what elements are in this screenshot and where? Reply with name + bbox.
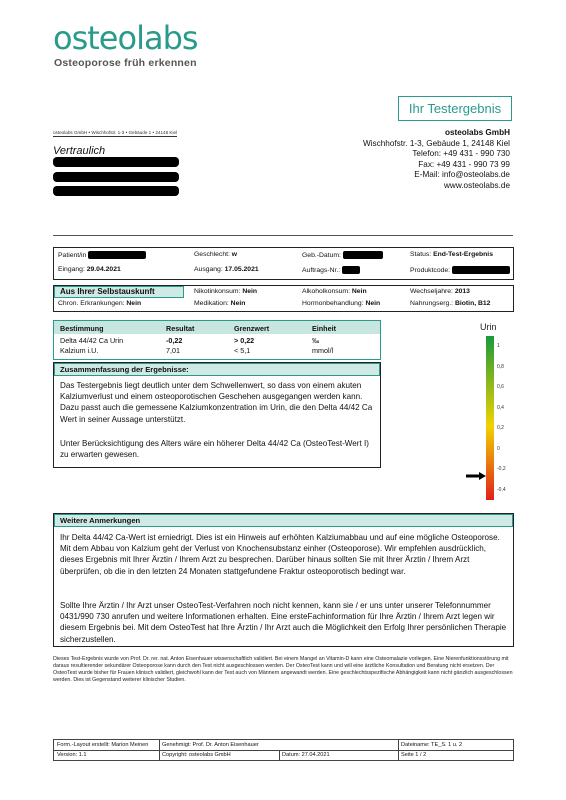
footer-col-divider-1: [159, 740, 160, 760]
scale-tick-label: 0,2: [497, 425, 504, 432]
nicotine-value: Nein: [242, 288, 258, 295]
company-address-block: [363, 128, 510, 191]
menopause-value: 2013: [454, 288, 470, 295]
nicotine-label: Nikotinkonsum:: [194, 288, 241, 295]
medication-value: Nein: [230, 300, 246, 307]
results-table: [53, 320, 381, 360]
redacted-order: [342, 266, 360, 274]
footer-filename: Dateiname: TE_S. 1 u. 2: [401, 742, 463, 748]
scale-gradient-svg: [486, 336, 494, 500]
dob-label: Geb.-Datum:: [302, 251, 341, 259]
received-label: Eingang:: [58, 266, 85, 273]
footer-page: Seite 1 / 2: [401, 752, 427, 758]
row2-name: Kalzium i.U.: [60, 346, 99, 355]
patient-info-box: [53, 247, 514, 280]
company-fax: Fax: +49 431 - 990 73 99: [418, 159, 510, 169]
remarks-paragraph-2: Sollte Ihre Ärztin / Ihr Arzt unser OsteoTest-Verfahren noch nicht kennen, kann sie / er uns unter unserer Telefonnummer 0431/990 730 anrufen und weitere Informationen erhalten. Eine ersteFachinformation für Ihre Ärztin / Ihrem Arzt legen wir diesem Ergebnis bei. Mit dem OsteoTest hat Ihre Ärztin / Ihr Arzt auch die Möglichkeit den Erfolg Ihrer persönlichen Therapie sicherzustellen.: [60, 601, 507, 644]
received-value: 29.04.2021: [86, 266, 121, 273]
footer-col-divider-2: [279, 750, 280, 760]
patient-label: Patient/in: [58, 251, 87, 259]
scale-tick-label: 0: [497, 445, 500, 452]
scale-tick-label: 0,4: [497, 404, 504, 411]
result-title: Ihr Testergebnis: [398, 96, 512, 121]
issued-value: 17.05.2021: [224, 266, 259, 273]
footer-approved: Genehmigt: Prof. Dr. Anton Eisenhauer: [162, 742, 259, 748]
summary-title: Zusammenfassung der Ergebnisse:: [60, 365, 189, 374]
product-label: Produktcode:: [410, 266, 451, 274]
disclaimer: Dieses Test-Ergebnis wurde von Prof. Dr. rer. nat. Anton Eisenhauer wissenschaftlich validiert. Bei einem Mangel an Vitamin-D kann eine Osteomalazie vorliegen. Eine Nierenfunktionsstörung mit daraus resultierender sekundärer Osteoporose kann durch den Test nicht ausgeschlossen werden. Der OsteoTest kann und will eine ärztliche Konsultation und Beratung nicht ersetzen. Der OsteoTest wurde bisher für Frauen klinisch validiert, gleichwohl kann der Test auch von Männern angewandt werden. Eine geschlechtsspezifische Abhängigkeit kann nicht gänzlich ausgeschlossen werden. Dies ist Gegenstand weiterer klinischer Studien.: [53, 656, 513, 683]
company-email: E-Mail: info@osteolabs.de: [414, 170, 510, 179]
hormone-value: Nein: [365, 300, 381, 307]
company-web: www.osteolabs.de: [444, 180, 510, 190]
remarks-box: [53, 513, 514, 647]
arrow-right-icon: [466, 472, 486, 480]
supplements-label: Nahrungserg.:: [410, 300, 454, 307]
scale-tick-label: -0,4: [497, 486, 506, 493]
redacted-patient: [88, 251, 146, 259]
status-value: End-Test-Ergebnis: [433, 251, 493, 258]
company-phone: Telefon: +49 431 - 990 730: [412, 149, 510, 158]
summary-box: [53, 362, 381, 468]
scale-tick-label: 0,6: [497, 384, 504, 391]
row2-result: 7,01: [166, 346, 180, 355]
scale-tick-label: 0,8: [497, 363, 504, 370]
row1-unit: ‰: [312, 336, 320, 345]
company-name: osteolabs GmbH: [444, 128, 510, 137]
medication-label: Medikation:: [194, 300, 229, 307]
footer-table: [53, 739, 514, 761]
footer-row-divider: [54, 750, 513, 751]
scale-gradient: [486, 336, 494, 500]
footer-date: Datum: 27.04.2021: [282, 752, 330, 758]
redacted-city: [53, 186, 179, 196]
hormone-label: Hormonbehandlung:: [302, 300, 364, 307]
row2-limit: < 5,1: [234, 346, 251, 355]
footer-copyright: Copyright: osteolabs GmbH: [162, 752, 231, 758]
chronic-label: Chron. Erkrankungen:: [58, 300, 125, 307]
company-logo: osteolabs: [53, 19, 198, 57]
self-report-box: [53, 285, 514, 312]
redacted-street: [53, 172, 179, 182]
status-label: Status:: [410, 251, 432, 258]
header-resultat: Resultat: [166, 324, 195, 333]
row1-limit: > 0,22: [234, 336, 255, 345]
menopause-label: Wechseljahre:: [410, 288, 453, 295]
remarks-title: Weitere Anmerkungen: [60, 516, 141, 525]
header-grenzwert: Grenzwert: [234, 324, 270, 333]
header-bestimmung: Bestimmung: [60, 324, 104, 333]
order-label: Auftrags-Nr.:: [302, 266, 341, 274]
summary-paragraph-2: Unter Berücksichtigung des Alters wäre ein höherer Delta 44/42 Ca (OsteoTest-Wert I) zu erwarten gewesen.: [60, 439, 369, 460]
sex-value: w: [231, 251, 238, 258]
row1-result: -0,22: [166, 336, 183, 345]
alcohol-label: Alkoholkonsum:: [302, 288, 350, 295]
sex-label: Geschlecht:: [194, 251, 230, 258]
logo-tagline: Osteoporose früh erkennen: [54, 57, 197, 69]
scale-tick-label: 1: [497, 343, 500, 350]
summary-paragraph-1: Das Testergebnis liegt deutlich unter dem Schwellenwert, so dass von einem akuten Kalziumverlust und einem osteoporotischen Geschehen ausgegangen werden kann. Dazu passt auch die gemessene Kalziumkonzentration im Urin, die den Delta 44/42 Ca Wert in seiner Aussage unterstützt.: [60, 381, 373, 424]
supplements-value: Biotin, B12: [454, 300, 491, 307]
scale-title: Urin: [480, 322, 497, 332]
header-einheit: Einheit: [312, 324, 336, 333]
footer-created: Form.-Layout erstellt: Marion Meinen: [57, 742, 149, 748]
row2-unit: mmol/l: [312, 346, 334, 355]
company-address: Wischhofstr. 1-3, Gebäude 1, 24148 Kiel: [362, 138, 510, 148]
row1-name: Delta 44/42 Ca Urin: [60, 336, 124, 345]
confidential-label: Vertraulich: [53, 145, 106, 157]
redacted-name: [53, 157, 179, 167]
sender-line: osteolabs GmbH • Wischhofstr. 1-3 • Gebäude 1 • 24148 Kiel: [53, 130, 178, 135]
alcohol-value: Nein: [351, 288, 367, 295]
chronic-value: Nein: [126, 300, 142, 307]
footer-version: Version: 1.1: [57, 752, 87, 758]
redacted-product: [452, 266, 510, 274]
issued-label: Ausgang:: [194, 266, 223, 273]
urine-scale-bar: [486, 336, 494, 500]
result-marker-arrow: [466, 467, 486, 475]
remarks-paragraph-1: Ihr Delta 44/42 Ca-Wert ist erniedrigt. Dies ist ein Hinweis auf erhöhten Kalziumabbau und auf eine mögliche Osteoporose. Mit dem Abbau von Kalzium geht der Verlust von Knochensubstanz einher (Osteoporose). Wir empfehlen ausdrücklich, dieses Ergebnis mit Ihrer Ärztin / Ihrem Arzt zu besprechen. Darüber hinaus sollten Sie mit Ihrer Ärztin / Ihrem Arzt überprüfen, ob die in den letzten 24 Monaten stattgefundene Fraktur osteoporotisch bedingt war.: [60, 533, 500, 576]
footer-col-divider-3: [398, 740, 399, 760]
self-report-title: Aus Ihrer Selbstauskunft: [60, 287, 155, 296]
redacted-dob: [343, 251, 383, 259]
divider: [53, 235, 513, 236]
scale-tick-label: -0,2: [497, 466, 506, 473]
